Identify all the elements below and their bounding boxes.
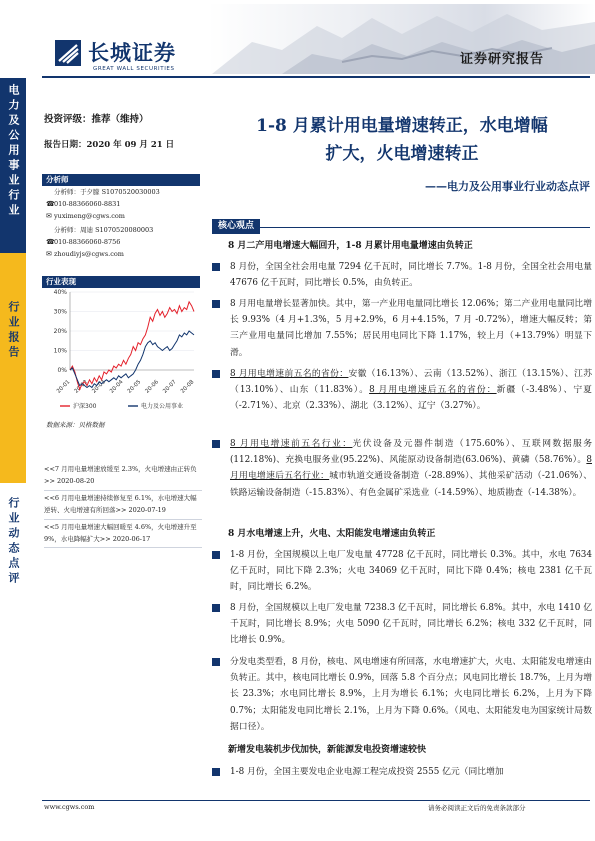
footer-rule [42,800,590,801]
related-reports [44,463,202,549]
y-tick-label: 40% [53,289,67,296]
bullet-square-icon [212,440,220,448]
analyst-line: 分析师：周迪 S1070520080003 [54,226,154,234]
sidebar-segment-industry [0,78,26,253]
section-heading: 8 月二产用电增速大幅回升，1-8 月累计用电量增速由负转正 [228,241,473,251]
related-report-link[interactable]: <<7 月用电量增速放缓至 2.3%，火电增速由正转负>> 2020-08-20 [44,463,202,491]
bullet-square-icon [212,768,220,776]
title-line-2: 扩大，火电增速转正 [325,144,479,164]
header-rule [42,76,590,78]
series-line [70,302,194,390]
mail-icon: ✉ [46,212,52,220]
y-tick-label: 30% [53,308,67,316]
analyst-phone: ☎010-88366060-8756 [46,238,121,246]
bullet-square-icon [212,370,220,378]
bullet-paragraph: 8 月份，全国全社会用电量 7294 亿千瓦时，同比增长 7.7%。1-8 月份，全国全社会用电量 47676 亿千瓦时，同比增长 0.5%，由负转正。 [212,259,592,293]
y-tick-label: 0% [57,367,67,374]
report-date: 报告日期：2020 年 09 月 21 日 [44,140,175,150]
report-title [212,112,592,168]
x-tick-label: 20-08 [179,379,196,395]
footer-disclaimer: 请务必阅读正文后的免责条款部分 [428,804,526,812]
industry-performance-chart [42,282,202,415]
x-tick-label: 20-06 [144,379,160,395]
footer-website[interactable]: www.cgws.com [44,803,95,811]
bullet-paragraph: 8 月用电增速前五名的省份：安徽（16.13%）、云南（13.52%）、浙江（13.15%）、江苏（13.10%）、山东（11.83%）。8 月用电增速后五名的省份：新疆（-3.48%）、宁夏（-2.71%）、北京（2.33%）、湖北（3.12%）、辽宁（3.27%）。 [212,366,592,432]
sidebar-label-industry: 电力及公用事业行业 [7,84,20,219]
report-type: 证券研究报告 [460,52,545,67]
core-views-label: 核心观点 [212,219,260,234]
bullet-square-icon [212,263,220,271]
legend-label: 沪深300 [73,403,97,410]
bullet-paragraph: 8 月用电量增长显著加快。其中，第一产业用电量同比增长 12.06%；第二产业用电量同比增长 9.93%（4 月+1.3%，5 月+2.9%，6 月+4.15%，7 月 -0.72%），增速大幅反转；第三产业用电量同比增加 7.55%；居民用电同比下降 1.17%，较上月（+13.79%）明显下滑。 [212,296,592,362]
chart-source: 数据来源：贝格数据 [46,421,105,429]
great-wall-logo-icon [55,40,81,66]
brand-name: 长城证券 [88,41,176,65]
analyst-email[interactable]: ✉ yuximeng@cgws.com [46,212,125,220]
sidebar-segment-type [0,483,26,841]
section-heading: 8 月水电增速上升，火电、太阳能发电增速由负转正 [228,529,436,539]
x-tick-label: 20-05 [126,379,143,395]
bullet-paragraph: 1-8 月份，全国规模以上电厂发电量 47728 亿千瓦时，同比增长 0.3%。其中，水电 7634 亿千瓦时，同比下降 2.3%；火电 34069 亿千瓦时，同比下降 0.4%；核电 2381 亿千瓦时，同比增长 6.2%。 [212,547,592,597]
report-header [0,0,595,78]
analyst-line: 分析师：于夕朦 S1070520030003 [54,188,160,196]
bullet-paragraph: 分发电类型看，8 月份，核电、风电增速有所回落，水电增速扩大，火电、太阳能发电增速由负转正。其中，核电同比增长 0.9%，回落 5.8 个百分点；风电同比增长 18.7%，上月为增长 23.3%；水电同比增长 8.9%，上月为增长 6.1%；火电同比增长 6.2%，上月为下降 0.7%；太阳能发电同比增长 2.1%，上月为下降 0.6%。（风电、太阳能发电为国家统计局数据口径）。 [212,654,592,736]
chart-section-title: 行业表现 [42,276,200,288]
core-views-header [212,213,590,231]
bullet-paragraph: 8 月份，全国规模以上电厂发电量 7238.3 亿千瓦时，同比增长 6.8%。其中，水电 1410 亿千瓦时，同比增长 8.9%；火电 5090 亿千瓦时，同比增长 6.2%；核电 332 亿千瓦时，同比增长 0.9%。 [212,600,592,650]
legend-label: 电力及公用事业 [141,403,184,410]
x-tick-label: 20-03 [91,379,107,395]
bullet-square-icon [212,658,220,666]
brand-name-en: GREAT WALL SECURITIES [93,66,175,72]
sidebar-label-type: 行业动态点评 [7,497,20,587]
x-tick-label: 20-02 [73,379,90,395]
x-tick-label: 20-04 [109,379,125,395]
analyst-section-title: 分析师 [42,174,200,186]
bullet-square-icon [212,300,220,308]
y-tick-label: 20% [53,328,67,335]
x-tick-label: 20-07 [162,379,178,395]
x-tick-label: 20-01 [55,379,72,395]
sidebar-segment-report [0,253,26,483]
sidebar-label-report: 行业报告 [7,301,20,361]
section-heading: 新增发电装机步伐加快，新能源发电投资增速较快 [228,745,427,755]
y-tick-label: 10% [53,347,67,355]
bullet-square-icon [212,551,220,559]
bullet-square-icon [212,604,220,612]
phone-icon: ☎ [46,200,55,208]
mail-icon: ✉ [46,250,52,258]
bullet-paragraph: 1-8 月份，全国主要发电企业电源工程完成投资 2555 亿元（同比增加 [212,764,592,782]
report-subtitle: ——电力及公用事业行业动态点评 [425,180,590,193]
series-line [70,331,194,388]
investment-rating: 投资评级：推荐（维持） [44,114,149,125]
analyst-phone: ☎010-88366060-8831 [46,200,121,208]
title-line-1: 1-8 月累计用电量增速转正，水电增幅 [256,116,548,136]
phone-icon: ☎ [46,238,55,246]
bullet-paragraph: 8 月用电增速前五名行业：光伏设备及元器件制造（175.60%）、互联网数据服务(112.18%)、充换电服务业(95.22%)、风能原动设备制造(63.06%)、黄磷（58.76%）。8 月用电增速后五名行业：城市轨道交通设备制造（-28.89%）、其他采矿活动（-21.06%）、铁路运输设备制造（-15.83%）、有色金属矿采选业（-14.59%）、地质勘查（-14.38%）。 [212,436,592,520]
related-report-link[interactable]: <<5 月用电量增速大幅回暖至 4.6%，火电增速升至 9%，水电降幅扩大>> 2020-06-17 [44,521,202,549]
left-sidebar [0,78,26,841]
performance-chart-svg [42,282,202,415]
analyst-email[interactable]: ✉ zhoudiyjs@cgws.com [46,250,124,258]
related-report-link[interactable]: <<6 月用电量增速持续修复至 6.1%，水电增速大幅逆转、火电增速有所回落>> 2020-07-19 [44,492,202,520]
